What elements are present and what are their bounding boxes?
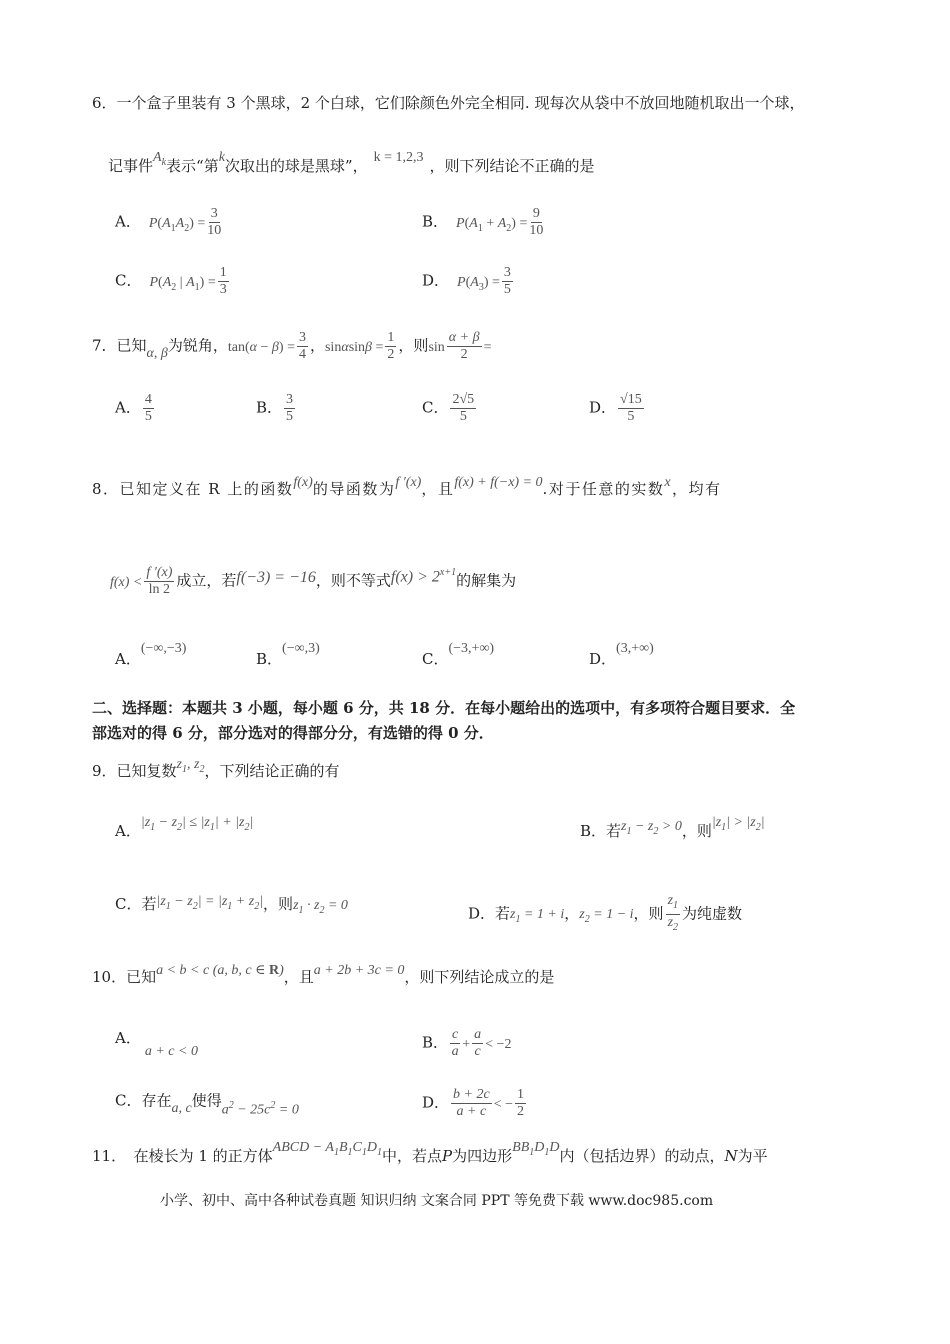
section2-heading-line2: 部选对的得 6 分，部分选对的得部分分，有选错的得 0 分．: [92, 724, 494, 742]
q8-option-a: A．(−∞,−3): [115, 641, 187, 668]
q8-option-b: B．(−∞,3): [256, 641, 320, 668]
q6-option-b: B． $P(A_1 + A_2)$ = $\frac{9}{10}$: [422, 206, 544, 238]
q7-option-a: A． $\frac{4}{5}$: [115, 392, 152, 424]
q6-option-d: D． $P(A_3)$ = $\frac{3}{5}$: [422, 265, 511, 297]
q10-option-a: A．a + c < 0: [115, 1029, 198, 1059]
q9-option-b: B．若$z_1 - z_2 > 0$，则$|z_1| > |z_2|$: [580, 815, 765, 840]
q11-stem: 11． 在棱长为 1 的正方体ABCD − $A_1B_1C_1D_1$中，若点P为四边形$BB_1D_1D$内（包括边界）的动点，N为平: [92, 1140, 768, 1165]
q6-option-c: C． $P(A_2$ | $A_1$) = $\frac{1}{3}$: [115, 265, 227, 297]
q8-option-c: C．(−3,+∞): [422, 641, 495, 668]
q7-option-d: D． $\frac{√15}{5}$: [589, 392, 642, 424]
q7-stem: 7．已知α, β为锐角，tan(α − β) = $\frac{3}{4}$ ，sinαsinβ = $\frac{1}{2}$ ，则sin $\frac{\alpha + \beta}{2}$ =: [92, 330, 492, 362]
page-footer: 小学、初中、高中各种试卷真题 知识归纳 文案合同 PPT 等免费下载 www.doc985.com: [160, 1193, 714, 1209]
q8-option-d: D．(3,+∞): [589, 641, 654, 668]
q9-stem: 9．已知复数$z_1$, $z_2$，下列结论正确的有: [92, 757, 340, 780]
q6-stem-line2: 记事件$A_k$表示“第k次取出的球是黑球”， k = 1,2,3 ，则下列结论不正确的是: [108, 155, 595, 184]
section2-heading-line1: 二、选择题：本题共 3 小题，每小题 6 分，共 18 分．在每小题给出的选项中，有多项符合题目要求．全: [92, 699, 796, 717]
q9-option-d: D．若$z_1 = 1 + i$，$z_2 = 1 - i$，则 $\frac{z_1}{z_2}$ 为纯虚数: [468, 893, 743, 933]
event-symbol: $A_k$: [153, 150, 167, 168]
q6-stem-line1: 6．一个盒子里装有 3 个黑球，2 个白球，它们除颜色外完全相同. 现每次从袋中不放回地随机取出一个球，: [92, 94, 805, 112]
q7-option-c: C． $\frac{2√5}{5}$: [422, 392, 475, 424]
q10-option-b: B． $\frac{c}{a}$ + $\frac{a}{c}$ < −2: [422, 1027, 512, 1059]
q10-stem: 10．已知a < b < c (a, b, c ∈ R)，且a + 2b + 3c = 0，则下列结论成立的是: [92, 963, 555, 986]
q8-stem-line2: f(x) < $\frac{f '(x)}{\ln 2}$ 成立，若f(−3) = −16，则不等式$f(x) > 2^{x+1}$的解集为: [110, 565, 517, 597]
q8-stem-line1: 8．已知定义在 R 上的函数f(x)的导函数为f ′(x)，且f(x) + f(−x) = 0.对于任意的实数x，均有: [92, 475, 722, 498]
q9-option-c: C．若$|z_1 - z_2| = |z_1 + z_2|$，则$z_1 \cdot z_2 = 0$: [115, 894, 348, 916]
q7-option-b: B． $\frac{3}{5}$: [256, 392, 294, 424]
q9-option-a: A．$|z_1 - z_2| \le |z_1| + |z_2|$: [115, 815, 254, 840]
q10-option-c: C．存在a, c使得$a^2 - 25c^2 = 0$: [115, 1091, 299, 1118]
q6-option-a: A． $P(A_1A_2)$ = $\frac{3}{10}$: [115, 206, 222, 238]
q10-option-d: D． $\frac{b + 2c}{a + c}$ < − $\frac{1}{2}$: [422, 1087, 524, 1119]
